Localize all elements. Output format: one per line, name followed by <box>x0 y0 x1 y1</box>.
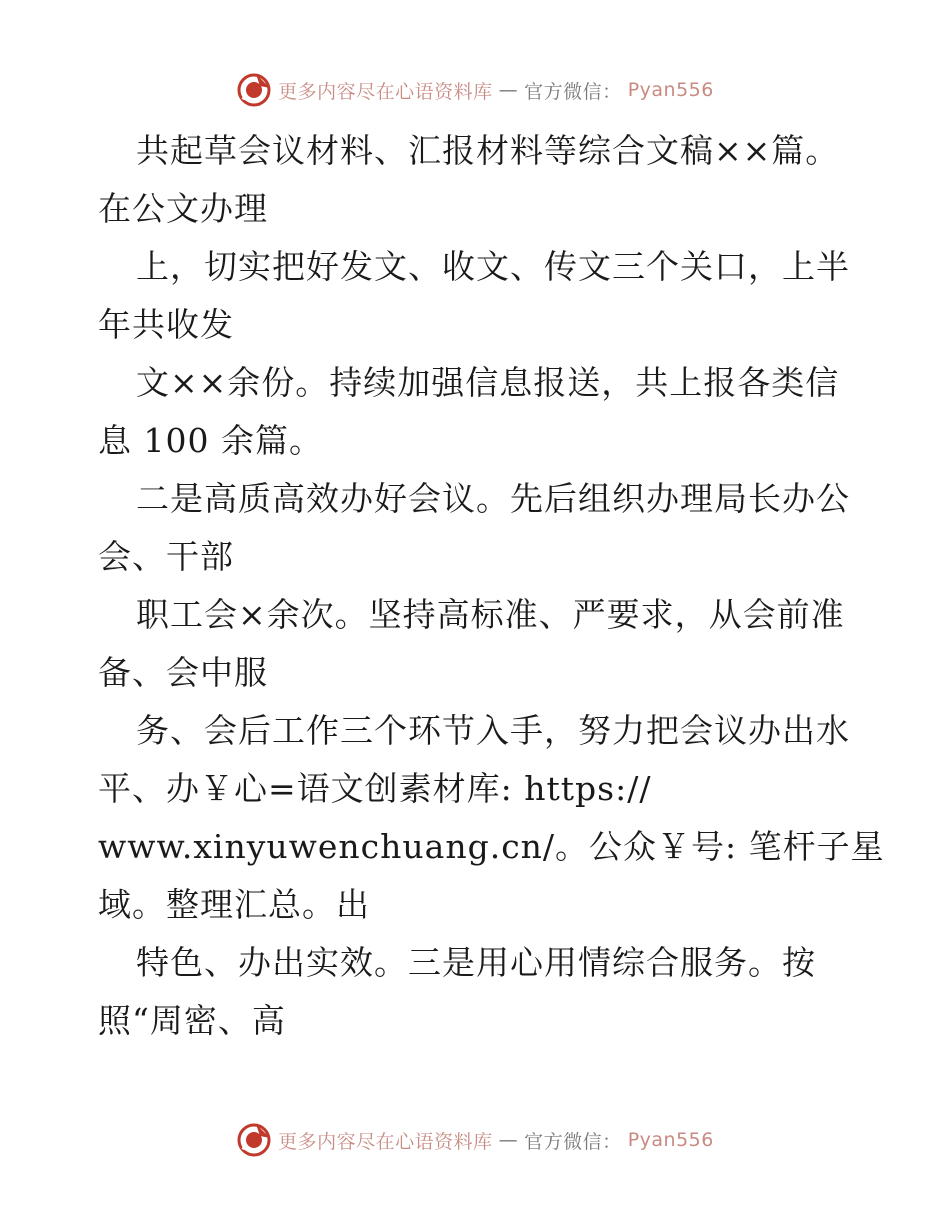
body-line: 备、会中服 <box>98 653 268 692</box>
banner-official-label: 官方微信： <box>524 80 622 103</box>
banner-brand-text: 更多内容尽在心语资料库 <box>278 1130 493 1153</box>
banner-separator: — <box>498 79 519 101</box>
logo-icon <box>236 1122 272 1158</box>
body-line: 域。整理汇总。出 <box>98 885 370 924</box>
body-line: 平、办￥心=语文创素材库: https:// <box>98 769 652 808</box>
body-line: 务、会后工作三个环节入手，努力把会议办出水 <box>136 711 850 750</box>
body-line: 文××余份。持续加强信息报送，共上报各类信 <box>136 363 840 402</box>
banner-separator: — <box>498 1129 519 1151</box>
document-body <box>98 122 885 1050</box>
body-line: 二是高质高效办好会议。先后组织办理局长办公 <box>136 479 850 518</box>
banner-brand-text: 更多内容尽在心语资料库 <box>278 80 493 103</box>
body-line: 照“周密、高 <box>98 1001 286 1040</box>
body-line: 共起草会议材料、汇报材料等综合文稿××篇。 <box>136 131 840 170</box>
body-line: 职工会×余次。坚持高标准、严要求，从会前准 <box>136 595 845 634</box>
footer-banner <box>0 1120 950 1160</box>
body-line: 会、干部 <box>98 537 234 576</box>
banner-official-label: 官方微信： <box>524 1130 622 1153</box>
logo-icon <box>236 72 272 108</box>
banner-wechat-id: Pyan556 <box>627 1129 714 1151</box>
header-banner <box>0 70 950 110</box>
banner-wechat-id: Pyan556 <box>627 79 714 101</box>
body-line: 在公文办理 <box>98 189 268 228</box>
body-line: 特色、办出实效。三是用心用情综合服务。按 <box>136 943 816 982</box>
body-line: www.xinyuwenchuang.cn/。公众￥号: 笔杆子星 <box>98 827 885 866</box>
body-line: 息 100 余篇。 <box>98 421 323 460</box>
body-line: 年共收发 <box>98 305 234 344</box>
body-line: 上，切实把好发文、收文、传文三个关口，上半 <box>136 247 850 286</box>
